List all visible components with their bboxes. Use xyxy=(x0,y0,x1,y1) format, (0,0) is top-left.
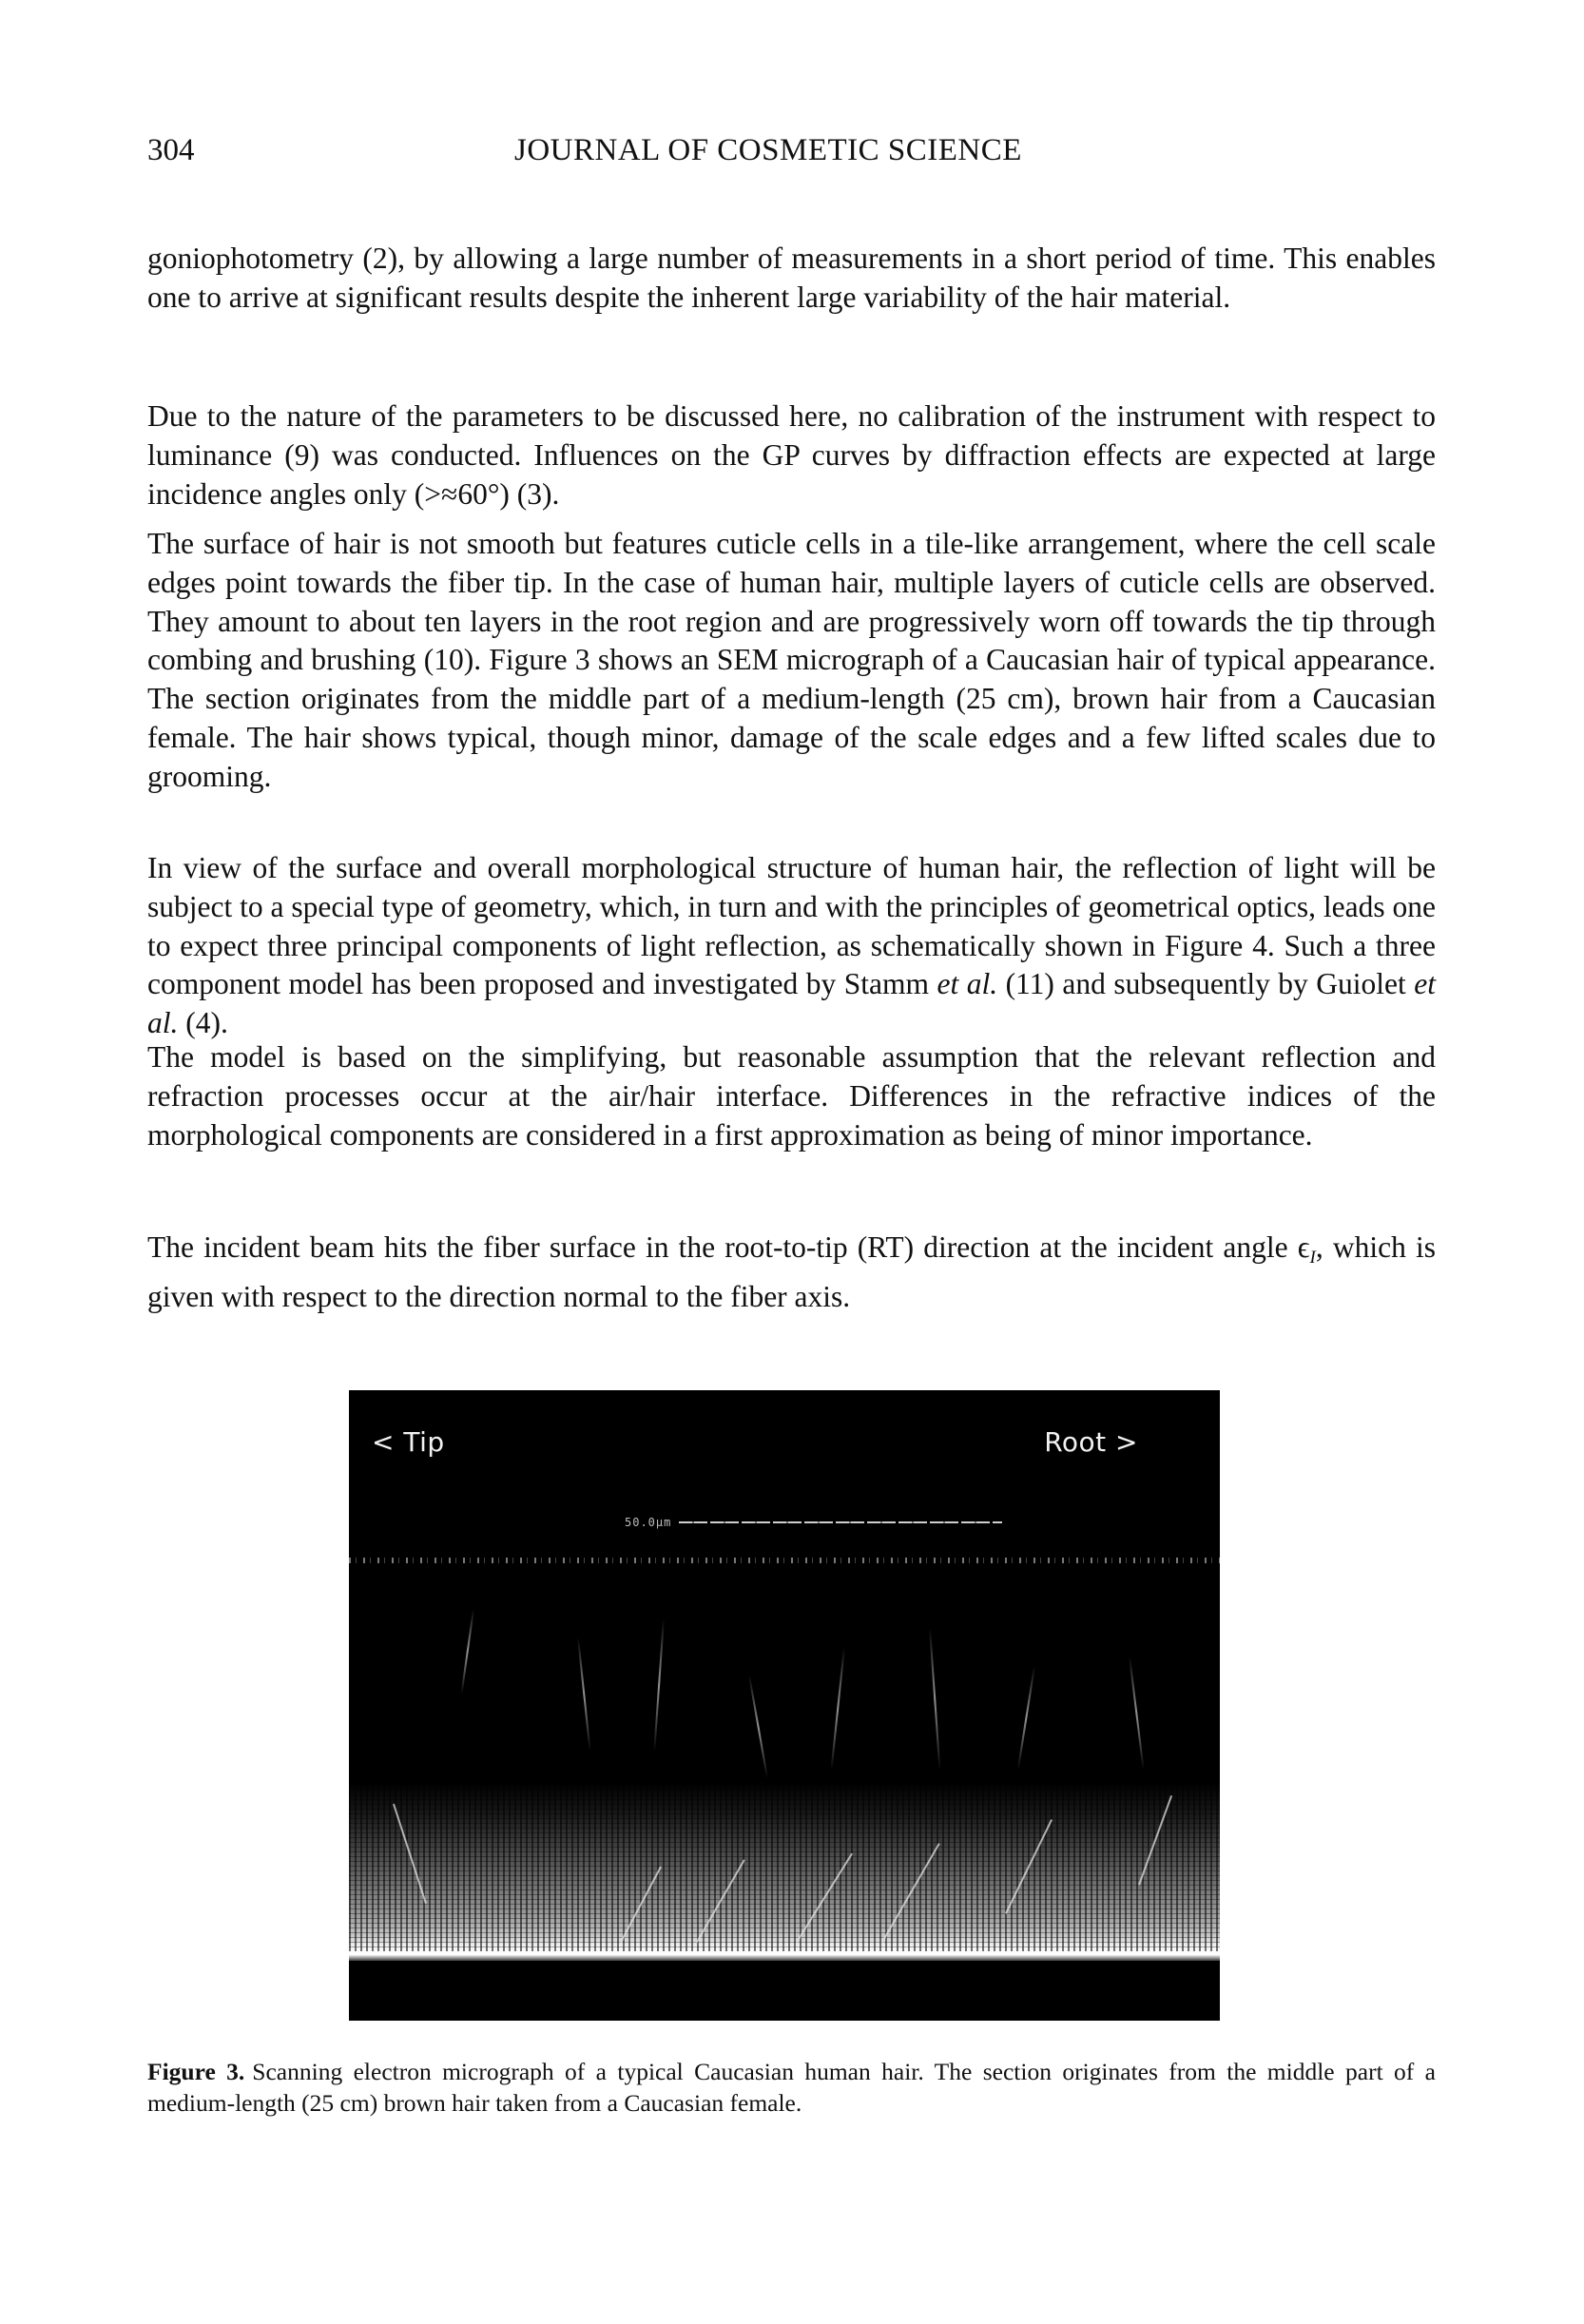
figure-background-bottom xyxy=(349,1961,1220,2021)
tip-direction-label: < Tip xyxy=(372,1426,445,1458)
citation-et-al: et al. xyxy=(937,967,998,1001)
figure-caption xyxy=(147,2056,1436,2119)
paragraph-incident-beam xyxy=(147,1229,1436,1317)
paragraph-goniophotometry: goniophotometry (2), by allowing a large number of measurements in a short period of time. This enables one to arrive at significant results despite the inherent large variability of the hair material. xyxy=(147,242,1436,314)
paragraph-hair-surface: The surface of hair is not smooth but features cuticle cells in a tile-like arrangement, where the cell scale edges point towards the fiber tip. In the case of human hair, multiple layers of cuticle cells are observed. They amount to about ten layers in the root region and are progressively worn off towards the tip through combing and brushing (10). Figure 3 shows an SEM micrograph of a Caucasian hair of typical appearance. The section originates from the middle part of a medium-length (25 cm), brown hair from a Caucasian female. The hair shows typical, though minor, damage of the scale edges and a few lifted scales due to grooming. xyxy=(147,527,1436,793)
scale-bar xyxy=(625,1516,1002,1529)
sem-micrograph-figure xyxy=(349,1390,1220,2021)
paragraph-text: (4). xyxy=(178,1006,228,1040)
citation-et-al: et al. xyxy=(147,967,1436,1040)
paragraph-calibration: Due to the nature of the parameters to be discussed here, no calibration of the instrument with respect to luminance (9) was conducted. Influences on the GP curves by diffraction effects are expected at large incidence angles only (>≈60°) (3). xyxy=(147,399,1436,511)
fiber-texture xyxy=(349,1771,1220,1951)
paragraph-reflection-model xyxy=(147,849,1436,1043)
page-number: 304 xyxy=(147,133,195,167)
paragraph-text: , which is given with respect to the direction normal to the fiber axis. xyxy=(147,1230,1437,1313)
paragraph-text: In view of the surface and overall morphological structure of human hair, the reflection of light will be subject to a special type of geometry, which, in turn and with the principles of geometrical optics, leads one to expect three principal components of light reflection, as schematically shown in Figure 4. Such a three component model has been proposed and investigated by Stamm xyxy=(147,851,1436,1001)
figure-caption-text: Scanning electron micrograph of a typical Caucasian human hair. The section originates from the middle part of a medium-length (25 cm) brown hair taken from a Caucasian female. xyxy=(147,2058,1436,2117)
paragraph-text: The incident beam hits the fiber surface in the root-to-tip (RT) direction at the incident angle ϵ xyxy=(147,1230,1310,1264)
journal-title: JOURNAL OF COSMETIC SCIENCE xyxy=(514,133,1022,167)
paragraph-model-assumption: The model is based on the simplifying, but reasonable assumption that the relevant reflection and refraction processes occur at the air/hair interface. Differences in the refractive indices of the morphological components are considered in a first approximation as being of minor importance. xyxy=(147,1040,1436,1152)
angle-subscript: I xyxy=(1309,1248,1316,1268)
running-header xyxy=(147,133,1436,175)
paragraph-text: (11) and subsequently by Guiolet xyxy=(997,967,1415,1001)
scale-bar-line xyxy=(679,1521,1002,1523)
scale-bar-text: 50.0µm xyxy=(625,1516,672,1529)
figure-caption-label: Figure 3. xyxy=(147,2058,245,2085)
root-direction-label: Root > xyxy=(1044,1426,1138,1458)
